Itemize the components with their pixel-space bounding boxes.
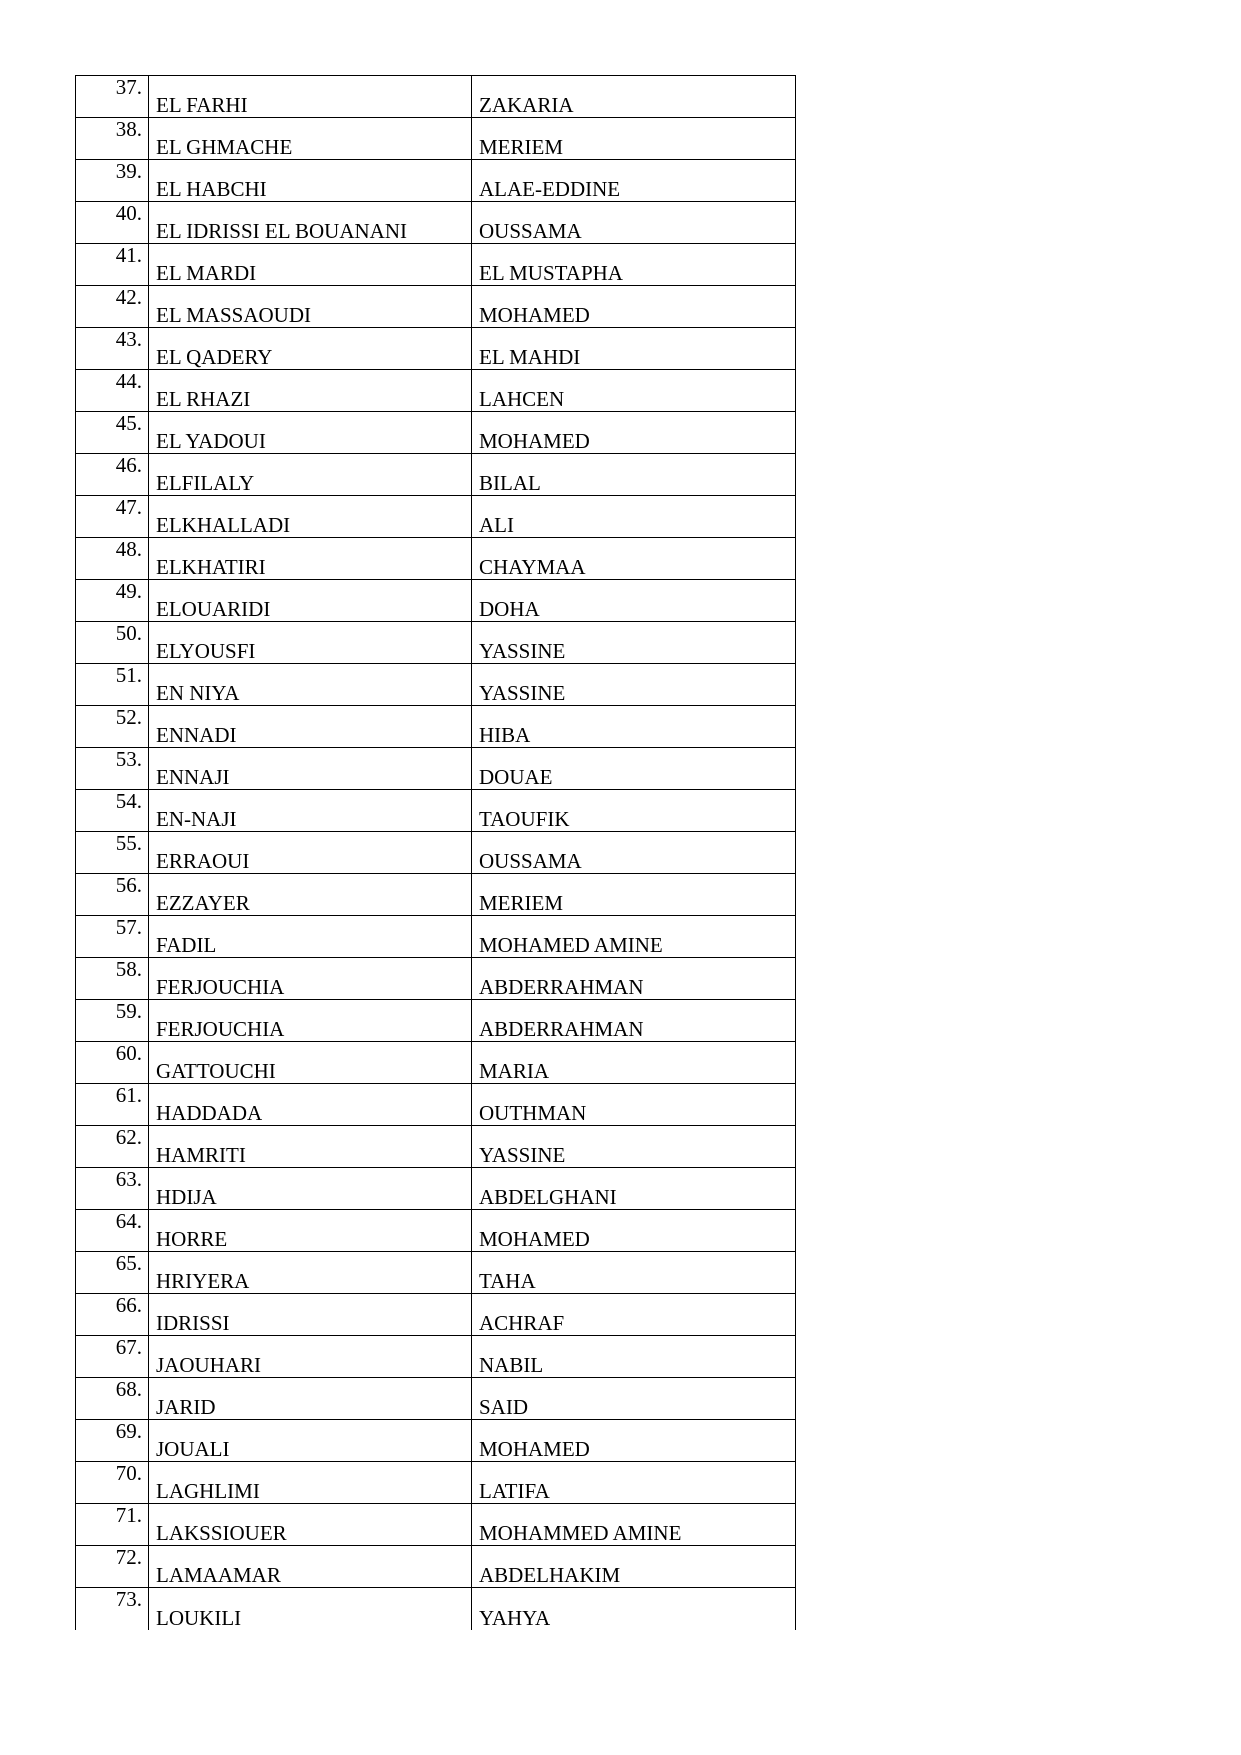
- row-number: 42.: [76, 286, 149, 328]
- last-name-cell: LAMAAMAR: [149, 1546, 472, 1588]
- table-row: [76, 412, 796, 454]
- first-name-cell: OUSSAMA: [472, 202, 796, 244]
- table-row: [76, 76, 796, 118]
- row-number: 68.: [76, 1378, 149, 1420]
- last-name-cell: ERRAOUI: [149, 832, 472, 874]
- first-name-cell: OUSSAMA: [472, 832, 796, 874]
- first-name-cell: CHAYMAA: [472, 538, 796, 580]
- row-number: 51.: [76, 664, 149, 706]
- table-row: [76, 916, 796, 958]
- first-name-cell: YASSINE: [472, 622, 796, 664]
- row-number: 69.: [76, 1420, 149, 1462]
- row-number: 57.: [76, 916, 149, 958]
- row-number: 70.: [76, 1462, 149, 1504]
- first-name-cell: MOHAMED: [472, 412, 796, 454]
- table-row: [76, 958, 796, 1000]
- last-name-cell: ELKHATIRI: [149, 538, 472, 580]
- first-name-cell: MOHAMED: [472, 286, 796, 328]
- last-name-cell: GATTOUCHI: [149, 1042, 472, 1084]
- row-number: 40.: [76, 202, 149, 244]
- first-name-cell: MOHAMED: [472, 1210, 796, 1252]
- first-name-cell: YASSINE: [472, 1126, 796, 1168]
- table-row: [76, 202, 796, 244]
- last-name-cell: EL FARHI: [149, 76, 472, 118]
- table-row: [76, 1294, 796, 1336]
- table-row: [76, 370, 796, 412]
- row-number: 71.: [76, 1504, 149, 1546]
- first-name-cell: MOHAMMED AMINE: [472, 1504, 796, 1546]
- first-name-cell: DOUAE: [472, 748, 796, 790]
- first-name-cell: SAID: [472, 1378, 796, 1420]
- row-number: 54.: [76, 790, 149, 832]
- row-number: 52.: [76, 706, 149, 748]
- table-row: [76, 1126, 796, 1168]
- row-number: 73.: [76, 1588, 149, 1630]
- row-number: 37.: [76, 76, 149, 118]
- last-name-cell: FADIL: [149, 916, 472, 958]
- name-list-page: [75, 75, 795, 1630]
- first-name-cell: YAHYA: [472, 1588, 796, 1630]
- table-row: [76, 1210, 796, 1252]
- last-name-cell: IDRISSI: [149, 1294, 472, 1336]
- last-name-cell: JOUALI: [149, 1420, 472, 1462]
- row-number: 41.: [76, 244, 149, 286]
- first-name-cell: LAHCEN: [472, 370, 796, 412]
- table-row: [76, 706, 796, 748]
- last-name-cell: JARID: [149, 1378, 472, 1420]
- name-list-body: [76, 76, 796, 1630]
- last-name-cell: EZZAYER: [149, 874, 472, 916]
- name-list-table: [75, 75, 796, 1630]
- first-name-cell: LATIFA: [472, 1462, 796, 1504]
- table-row: [76, 1588, 796, 1630]
- table-row: [76, 328, 796, 370]
- row-number: 48.: [76, 538, 149, 580]
- table-row: [76, 790, 796, 832]
- table-row: [76, 160, 796, 202]
- last-name-cell: LAGHLIMI: [149, 1462, 472, 1504]
- last-name-cell: HDIJA: [149, 1168, 472, 1210]
- first-name-cell: MOHAMED: [472, 1420, 796, 1462]
- last-name-cell: EL MARDI: [149, 244, 472, 286]
- table-row: [76, 832, 796, 874]
- table-row: [76, 622, 796, 664]
- row-number: 53.: [76, 748, 149, 790]
- row-number: 72.: [76, 1546, 149, 1588]
- first-name-cell: YASSINE: [472, 664, 796, 706]
- table-row: [76, 1378, 796, 1420]
- last-name-cell: HRIYERA: [149, 1252, 472, 1294]
- table-row: [76, 1252, 796, 1294]
- first-name-cell: MOHAMED AMINE: [472, 916, 796, 958]
- first-name-cell: EL MUSTAPHA: [472, 244, 796, 286]
- last-name-cell: EL MASSAOUDI: [149, 286, 472, 328]
- table-row: [76, 1420, 796, 1462]
- table-row: [76, 244, 796, 286]
- last-name-cell: ENNADI: [149, 706, 472, 748]
- table-row: [76, 538, 796, 580]
- last-name-cell: LOUKILI: [149, 1588, 472, 1630]
- row-number: 61.: [76, 1084, 149, 1126]
- row-number: 56.: [76, 874, 149, 916]
- table-row: [76, 748, 796, 790]
- row-number: 43.: [76, 328, 149, 370]
- last-name-cell: ENNAJI: [149, 748, 472, 790]
- table-row: [76, 1168, 796, 1210]
- first-name-cell: ALI: [472, 496, 796, 538]
- first-name-cell: ZAKARIA: [472, 76, 796, 118]
- table-row: [76, 1084, 796, 1126]
- last-name-cell: ELFILALY: [149, 454, 472, 496]
- last-name-cell: ELYOUSFI: [149, 622, 472, 664]
- last-name-cell: HAMRITI: [149, 1126, 472, 1168]
- last-name-cell: EL RHAZI: [149, 370, 472, 412]
- first-name-cell: NABIL: [472, 1336, 796, 1378]
- last-name-cell: EL QADERY: [149, 328, 472, 370]
- first-name-cell: MERIEM: [472, 118, 796, 160]
- first-name-cell: ABDELGHANI: [472, 1168, 796, 1210]
- last-name-cell: EL HABCHI: [149, 160, 472, 202]
- first-name-cell: ABDERRAHMAN: [472, 1000, 796, 1042]
- first-name-cell: MERIEM: [472, 874, 796, 916]
- row-number: 45.: [76, 412, 149, 454]
- first-name-cell: BILAL: [472, 454, 796, 496]
- first-name-cell: ACHRAF: [472, 1294, 796, 1336]
- row-number: 49.: [76, 580, 149, 622]
- first-name-cell: EL MAHDI: [472, 328, 796, 370]
- row-number: 58.: [76, 958, 149, 1000]
- table-row: [76, 664, 796, 706]
- table-row: [76, 454, 796, 496]
- last-name-cell: FERJOUCHIA: [149, 958, 472, 1000]
- row-number: 50.: [76, 622, 149, 664]
- first-name-cell: ABDERRAHMAN: [472, 958, 796, 1000]
- table-row: [76, 1462, 796, 1504]
- last-name-cell: LAKSSIOUER: [149, 1504, 472, 1546]
- first-name-cell: HIBA: [472, 706, 796, 748]
- table-row: [76, 874, 796, 916]
- table-row: [76, 1336, 796, 1378]
- row-number: 67.: [76, 1336, 149, 1378]
- first-name-cell: OUTHMAN: [472, 1084, 796, 1126]
- row-number: 39.: [76, 160, 149, 202]
- first-name-cell: ABDELHAKIM: [472, 1546, 796, 1588]
- last-name-cell: EN NIYA: [149, 664, 472, 706]
- row-number: 65.: [76, 1252, 149, 1294]
- row-number: 47.: [76, 496, 149, 538]
- table-row: [76, 118, 796, 160]
- first-name-cell: ALAE-EDDINE: [472, 160, 796, 202]
- row-number: 55.: [76, 832, 149, 874]
- row-number: 44.: [76, 370, 149, 412]
- first-name-cell: TAHA: [472, 1252, 796, 1294]
- first-name-cell: TAOUFIK: [472, 790, 796, 832]
- row-number: 38.: [76, 118, 149, 160]
- table-row: [76, 580, 796, 622]
- table-row: [76, 286, 796, 328]
- table-row: [76, 1042, 796, 1084]
- last-name-cell: EL GHMACHE: [149, 118, 472, 160]
- first-name-cell: MARIA: [472, 1042, 796, 1084]
- row-number: 59.: [76, 1000, 149, 1042]
- table-row: [76, 1546, 796, 1588]
- row-number: 64.: [76, 1210, 149, 1252]
- row-number: 60.: [76, 1042, 149, 1084]
- last-name-cell: ELKHALLADI: [149, 496, 472, 538]
- last-name-cell: FERJOUCHIA: [149, 1000, 472, 1042]
- last-name-cell: EL IDRISSI EL BOUANANI: [149, 202, 472, 244]
- last-name-cell: ELOUARIDI: [149, 580, 472, 622]
- row-number: 63.: [76, 1168, 149, 1210]
- last-name-cell: EN-NAJI: [149, 790, 472, 832]
- last-name-cell: HADDADA: [149, 1084, 472, 1126]
- row-number: 46.: [76, 454, 149, 496]
- last-name-cell: HORRE: [149, 1210, 472, 1252]
- row-number: 62.: [76, 1126, 149, 1168]
- table-row: [76, 1504, 796, 1546]
- table-row: [76, 1000, 796, 1042]
- last-name-cell: EL YADOUI: [149, 412, 472, 454]
- last-name-cell: JAOUHARI: [149, 1336, 472, 1378]
- table-row: [76, 496, 796, 538]
- first-name-cell: DOHA: [472, 580, 796, 622]
- row-number: 66.: [76, 1294, 149, 1336]
